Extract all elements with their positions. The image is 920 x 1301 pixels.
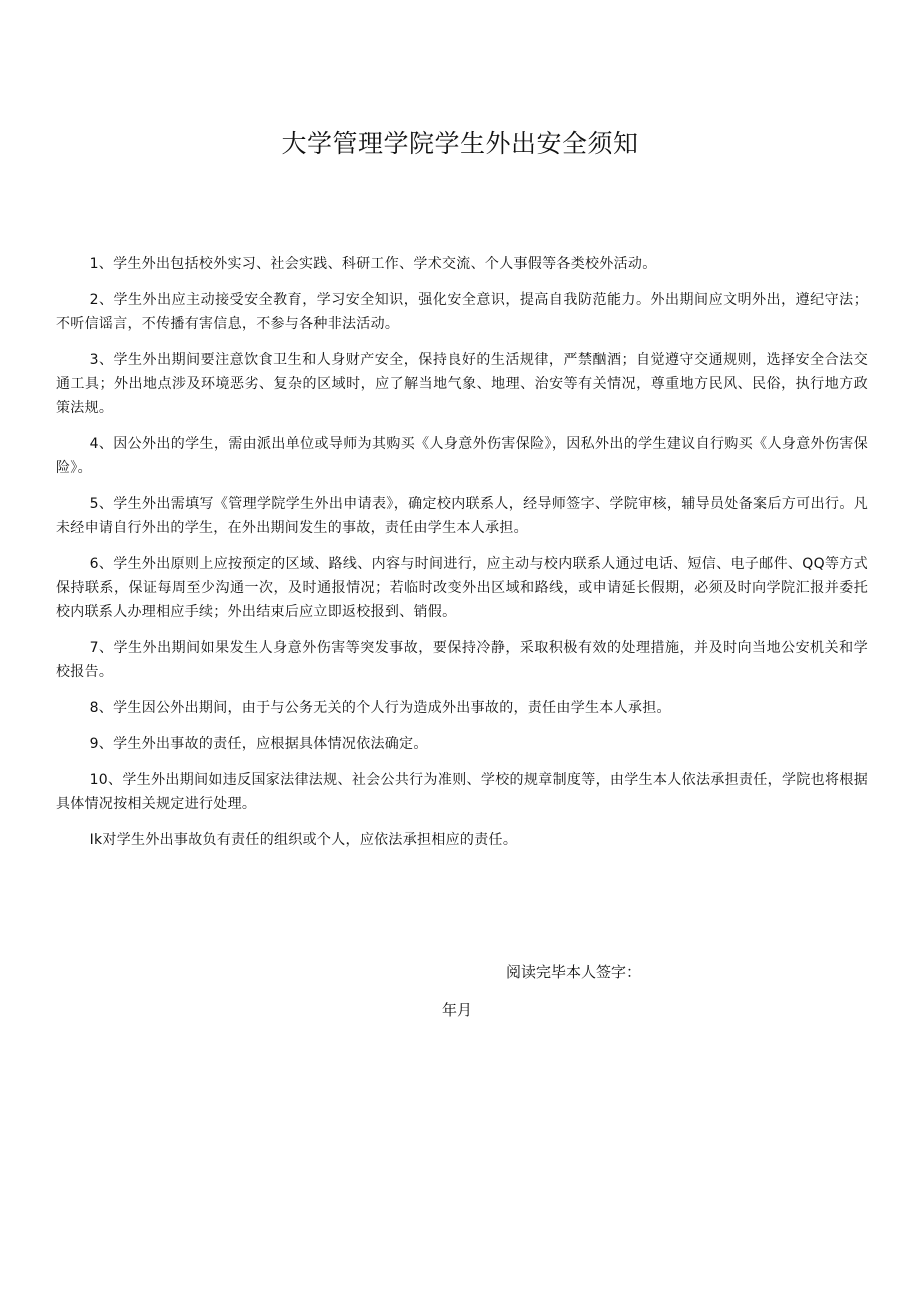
- document-title: 大学管理学院学生外出安全须知: [281, 129, 639, 158]
- rule-item-11: Ik对学生外出事故负有责任的组织或个人，应依法承担相应的责任。: [89, 832, 518, 848]
- document-body: [56, 252, 868, 864]
- rule-item-2: 2、学生外出应主动接受安全教育，学习安全知识，强化安全意识，提高自我防范能力。外出期间应文明外出，遵纪守法；不听信谣言，不传播有害信息，不参与各种非法活动。: [56, 292, 868, 332]
- rule-item-3: 3、学生外出期间要注意饮食卫生和人身财产安全，保持良好的生活规律，严禁酗酒；自觉遵守交通规则，选择安全合法交通工具；外出地点涉及环境恶劣、复杂的区域时，应了解当地气象、地理、治安等有关情况，尊重地方民风、民俗，执行地方政策法规。: [56, 352, 868, 416]
- date-label: 年月: [442, 1001, 473, 1019]
- signature-label: 阅读完毕本人签字：: [506, 963, 642, 981]
- rule-item-4: 4、因公外出的学生，需由派出单位或导师为其购买《人身意外伤害保险》，因私外出的学生建议自行购买《人身意外伤害保险》。: [56, 436, 868, 476]
- rule-item-1: 1、学生外出包括校外实习、社会实践、科研工作、学术交流、个人事假等各类校外活动。: [89, 256, 657, 272]
- rule-item-8: 8、学生因公外出期间，由于与公务无关的个人行为造成外出事故的，责任由学生本人承担。: [89, 700, 671, 716]
- rule-item-10: 10、学生外出期间如违反国家法律法规、社会公共行为准则、学校的规章制度等，由学生本人依法承担责任，学院也将根据具体情况按相关规定进行处理。: [56, 772, 868, 812]
- rule-item-6: 6、学生外出原则上应按预定的区域、路线、内容与时间进行，应主动与校内联系人通过电话、短信、电子邮件、QQ等方式保持联系，保证每周至少沟通一次，及时通报情况；若临时改变外出区域和路线，或申请延长假期，必须及时向学院汇报并委托校内联系人办理相应手续；外出结束后应立即返校报到、销假。: [56, 556, 868, 620]
- rule-item-7: 7、学生外出期间如果发生人身意外伤害等突发事故，要保持冷静，采取积极有效的处理措施，并及时向当地公安机关和学校报告。: [56, 640, 868, 680]
- rule-item-9: 9、学生外出事故的责任，应根据具体情况依法确定。: [89, 736, 428, 752]
- rule-item-5: 5、学生外出需填写《管理学院学生外出申请表》，确定校内联系人，经导师签字、学院审核，辅导员处备案后方可出行。凡未经申请自行外出的学生，在外出期间发生的事故，责任由学生本人承担。: [56, 496, 868, 536]
